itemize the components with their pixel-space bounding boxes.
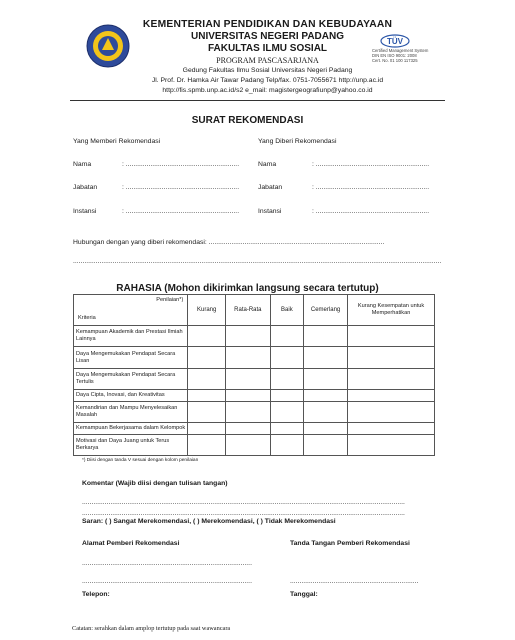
receiver-institution-label: Instansi <box>258 208 282 215</box>
criteria-label: Kemandirian dan Mampu Menyelesaikan Masalah <box>74 401 188 422</box>
rating-checkbox[interactable] <box>188 390 226 401</box>
rating-checkbox[interactable] <box>188 401 226 422</box>
rating-checkbox[interactable] <box>348 434 435 455</box>
relation-field[interactable]: Hubungan dengan yang diberi rekomendasi: ............................................................................................. <box>73 239 385 246</box>
giver-institution-label: Instansi <box>73 208 97 215</box>
criteria-header: Kriteria <box>78 315 96 321</box>
receiver-name-label: Nama <box>258 161 277 168</box>
giver-position-label: Jabatan <box>73 184 98 191</box>
comment-line-1[interactable]: ........................................................................................................................................................................... <box>82 499 405 506</box>
ministry-name: KEMENTERIAN PENDIDIKAN DAN KEBUDAYAAN <box>142 19 393 30</box>
cert-line-2: DIN EN ISO 9001: 2008 <box>372 53 417 58</box>
building-address: Gedung Fakultas Ilmu Sosial Universitas Negeri Padang <box>182 67 353 74</box>
cert-line-1: Certified Management System <box>372 48 429 53</box>
rating-checkbox[interactable] <box>304 423 348 434</box>
rating-checkbox[interactable] <box>226 434 271 455</box>
rating-checkbox[interactable] <box>270 423 303 434</box>
receiver-position-field[interactable]: : ............................................................ <box>312 184 430 191</box>
criteria-row <box>74 347 435 368</box>
rating-checkbox[interactable] <box>226 326 271 347</box>
giver-name-label: Nama <box>73 161 92 168</box>
rating-checkbox[interactable] <box>304 434 348 455</box>
column-header-kurang-kesempatan: Kurang Kesempatan untuk Memperhatikan <box>348 295 435 326</box>
rating-checkbox[interactable] <box>304 326 348 347</box>
rating-checkbox[interactable] <box>188 326 226 347</box>
receiver-heading: Yang Diberi Rekomendasi <box>258 138 337 145</box>
street-address: Jl. Prof. Dr. Hamka Air Tawar Padang Telp/fax. 0751-7055671 http://unp.ac.id <box>151 77 384 84</box>
rating-checkbox[interactable] <box>226 368 271 389</box>
rating-checkbox[interactable] <box>348 347 435 368</box>
rating-table <box>73 294 435 456</box>
faculty-name: FAKULTAS ILMU SOSIAL <box>207 43 328 54</box>
rating-checkbox[interactable] <box>226 390 271 401</box>
rating-checkbox[interactable] <box>304 390 348 401</box>
phone-label: Telepon: <box>82 591 110 598</box>
cert-brand: TÜV <box>387 37 403 46</box>
comment-line-2[interactable]: ........................................................................................................................................................................... <box>82 510 405 517</box>
website-email: http://fis.spmb.unp.ac.id/s2 e_mail: magistergeografiunp@yahoo.co.id <box>162 87 373 94</box>
criteria-label: Kemampuan Bekerjasama dalam Kelompok <box>74 423 188 434</box>
rating-checkbox[interactable] <box>270 401 303 422</box>
confidential-title: RAHASIA (Mohon dikirimkan langsung secara tertutup) <box>116 283 379 294</box>
rating-checkbox[interactable] <box>270 434 303 455</box>
university-name: UNIVERSITAS NEGERI PADANG <box>191 31 344 42</box>
rating-header: Penilaian*) <box>156 297 184 303</box>
cert-line-3: Cert. No. 01 100 117325 <box>372 58 418 63</box>
rating-checkbox[interactable] <box>188 347 226 368</box>
column-header-rata-rata: Rata-Rata <box>226 295 271 326</box>
criteria-row <box>74 401 435 422</box>
rating-checkbox[interactable] <box>226 401 271 422</box>
rating-checkbox[interactable] <box>188 368 226 389</box>
criteria-label: Kemampuan Akademik dan Prestasi Ilmiah Lainnya <box>74 326 188 347</box>
column-header-baik: Baik <box>270 295 303 326</box>
rating-checkbox[interactable] <box>348 423 435 434</box>
rating-checkbox[interactable] <box>226 423 271 434</box>
rating-checkbox[interactable] <box>348 368 435 389</box>
tuv-icon <box>380 34 410 48</box>
giver-position-field[interactable]: : ............................................................ <box>122 184 240 191</box>
footnote: Catatan: serahkan dalam amplop tertutup pada saat wawancara <box>72 625 231 632</box>
criteria-label: Daya Mengemukakan Pendapat Secara Tertulis <box>74 368 188 389</box>
relation-continuation-field[interactable]: ................................................................................................................................................................................................... <box>73 258 442 265</box>
column-header-cemerlang: Cemerlang <box>304 295 348 326</box>
address-line-1[interactable]: .......................................................................................... <box>82 560 252 567</box>
criteria-label: Daya Cipta, Inovasi, dan Kreativitas <box>74 390 188 401</box>
rating-checkbox[interactable] <box>348 326 435 347</box>
rating-checkbox[interactable] <box>348 401 435 422</box>
table-note: *) Diisi dengan tanda V sesuai dengan kolom penilaian <box>82 458 199 463</box>
document-title: SURAT REKOMENDASI <box>191 115 304 126</box>
rating-checkbox[interactable] <box>270 326 303 347</box>
criteria-row <box>74 423 435 434</box>
criteria-row <box>74 390 435 401</box>
criteria-row <box>74 434 435 455</box>
receiver-position-label: Jabatan <box>258 184 283 191</box>
rating-checkbox[interactable] <box>226 347 271 368</box>
rating-checkbox[interactable] <box>270 347 303 368</box>
rating-header-cell <box>74 295 188 326</box>
rating-checkbox[interactable] <box>304 401 348 422</box>
giver-institution-field[interactable]: : ............................................................ <box>122 208 240 215</box>
receiver-institution-field[interactable]: : ............................................................ <box>312 208 430 215</box>
program-name: PROGRAM PASCASARJANA <box>216 56 319 65</box>
signature-label: Tanda Tangan Pemberi Rekomendasi <box>290 540 410 547</box>
certification-logo <box>372 34 432 63</box>
address-line-2[interactable]: .......................................................................................... <box>82 578 252 585</box>
rating-checkbox[interactable] <box>304 368 348 389</box>
date-label: Tanggal: <box>290 591 318 598</box>
rating-checkbox[interactable] <box>188 423 226 434</box>
criteria-row <box>74 326 435 347</box>
header-divider <box>70 100 445 101</box>
rating-checkbox[interactable] <box>348 390 435 401</box>
giver-heading: Yang Memberi Rekomendasi <box>73 138 161 145</box>
suggestion-options[interactable]: Saran: ( ) Sangat Merekomendasi, ( ) Merekomendasi, ( ) Tidak Merekomendasi <box>82 518 336 525</box>
criteria-label: Motivasi dan Daya Juang untuk Terus Berkarya <box>74 434 188 455</box>
address-label: Alamat Pemberi Rekomendasi <box>82 540 180 547</box>
signature-line[interactable]: .................................................................... <box>290 578 419 585</box>
rating-checkbox[interactable] <box>270 390 303 401</box>
comment-label: Komentar (Wajib diisi dengan tulisan tangan) <box>82 480 228 487</box>
giver-name-field[interactable]: : ............................................................ <box>122 161 240 168</box>
criteria-label: Daya Mengemukakan Pendapat Secara Lisan <box>74 347 188 368</box>
criteria-row <box>74 368 435 389</box>
rating-checkbox[interactable] <box>304 347 348 368</box>
column-header-kurang: Kurang <box>188 295 226 326</box>
receiver-name-field[interactable]: : ............................................................ <box>312 161 430 168</box>
rating-checkbox[interactable] <box>270 368 303 389</box>
rating-checkbox[interactable] <box>188 434 226 455</box>
